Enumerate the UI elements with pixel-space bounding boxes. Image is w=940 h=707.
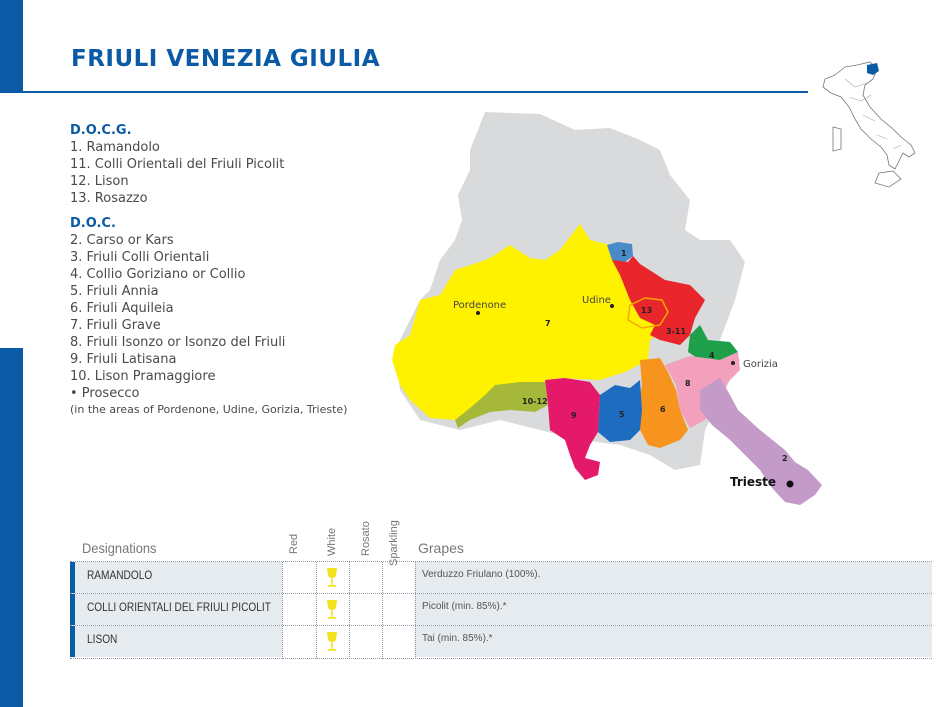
designation-name: LISON xyxy=(87,634,118,646)
city-dot-trieste xyxy=(787,481,794,488)
column-divider xyxy=(382,562,383,659)
grapes-cell xyxy=(415,626,932,657)
column-divider xyxy=(349,562,350,659)
region-label-2: 2 xyxy=(782,454,788,463)
legend-item: 7. Friuli Grave xyxy=(70,318,161,333)
prosecco-note: (in the areas of Pordenone, Udine, Gorizia, Trieste) xyxy=(70,403,348,416)
region-label-7: 7 xyxy=(545,319,551,328)
grapes-text: Picolit (min. 85%).* xyxy=(422,601,507,612)
region-label-9: 9 xyxy=(571,411,577,420)
doc-heading: D.O.C. xyxy=(70,216,116,231)
designation-name: RAMANDOLO xyxy=(87,570,153,582)
column-divider xyxy=(282,562,283,659)
designation-name: COLLI ORIENTALI DEL FRIULI PICOLIT xyxy=(87,602,271,614)
grapes-text: Verduzzo Friulano (100%). xyxy=(422,569,541,580)
header-designations: Designations xyxy=(82,540,157,556)
title-rule xyxy=(23,91,808,93)
white-wine-glass-icon xyxy=(326,567,338,589)
italy-inset-map xyxy=(815,57,927,191)
side-accent-bar-bottom xyxy=(0,348,23,707)
regional-wine-map xyxy=(385,105,830,515)
white-wine-glass-icon xyxy=(326,631,338,653)
docg-heading: D.O.C.G. xyxy=(70,123,132,138)
designation-cell xyxy=(70,594,282,625)
region-latisana xyxy=(545,378,600,480)
legend-item: 8. Friuli Isonzo or Isonzo del Friuli xyxy=(70,335,286,350)
region-label-4: 4 xyxy=(709,351,715,360)
grapes-cell xyxy=(415,594,932,625)
city-dot-pordenone xyxy=(476,311,480,315)
column-divider xyxy=(415,562,416,659)
legend-item: 9. Friuli Latisana xyxy=(70,352,177,367)
header-grapes: Grapes xyxy=(418,540,464,556)
italy-outline xyxy=(823,62,915,187)
header-red: Red xyxy=(288,533,300,554)
legend-item: 3. Friuli Colli Orientali xyxy=(70,250,210,265)
designation-cell xyxy=(70,562,282,593)
city-dot-gorizia xyxy=(731,361,735,365)
white-wine-glass-icon xyxy=(326,599,338,621)
region-label-3-11: 3-11 xyxy=(666,327,687,336)
city-label-udine: Udine xyxy=(582,295,611,306)
region-label-13: 13 xyxy=(641,306,653,315)
page-title: FRIULI VENEZIA GIULIA xyxy=(71,46,381,72)
designations-table xyxy=(70,520,932,665)
legend-item: 13. Rosazzo xyxy=(70,191,148,206)
region-label-5: 5 xyxy=(619,410,625,419)
city-label-gorizia: Gorizia xyxy=(743,359,778,370)
column-divider xyxy=(316,562,317,659)
region-label-6: 6 xyxy=(660,405,666,414)
friuli-highlight xyxy=(867,63,879,75)
designation-legend xyxy=(70,122,410,417)
grapes-cell xyxy=(415,562,932,593)
side-accent-bar-top xyxy=(0,0,23,93)
region-label-1: 1 xyxy=(621,249,627,258)
city-label-pordenone: Pordenone xyxy=(453,300,507,311)
region-label-10-12: 10-12 xyxy=(522,397,548,406)
header-sparkling: Sparkling xyxy=(388,520,400,566)
table-row xyxy=(70,594,932,625)
header-white: White xyxy=(326,527,338,556)
table-row xyxy=(70,626,932,657)
legend-item: 12. Lison xyxy=(70,174,129,189)
legend-item: 11. Colli Orientali del Friuli Picolit xyxy=(70,157,285,172)
legend-item: 4. Collio Goriziano or Collio xyxy=(70,267,246,282)
table-row xyxy=(70,562,932,593)
designation-cell xyxy=(70,626,282,657)
city-label-trieste: Trieste xyxy=(730,475,777,489)
header-rosato: Rosato xyxy=(360,521,372,556)
legend-item: 1. Ramandolo xyxy=(70,140,160,155)
legend-item: 5. Friuli Annia xyxy=(70,284,159,299)
legend-item: 6. Friuli Aquileia xyxy=(70,301,174,316)
legend-item: 2. Carso or Kars xyxy=(70,233,174,248)
legend-item: • Prosecco xyxy=(70,386,140,401)
legend-item: 10. Lison Pramaggiore xyxy=(70,369,216,384)
row-divider xyxy=(70,658,932,659)
grapes-text: Tai (min. 85%).* xyxy=(422,633,493,644)
region-label-8: 8 xyxy=(685,379,691,388)
